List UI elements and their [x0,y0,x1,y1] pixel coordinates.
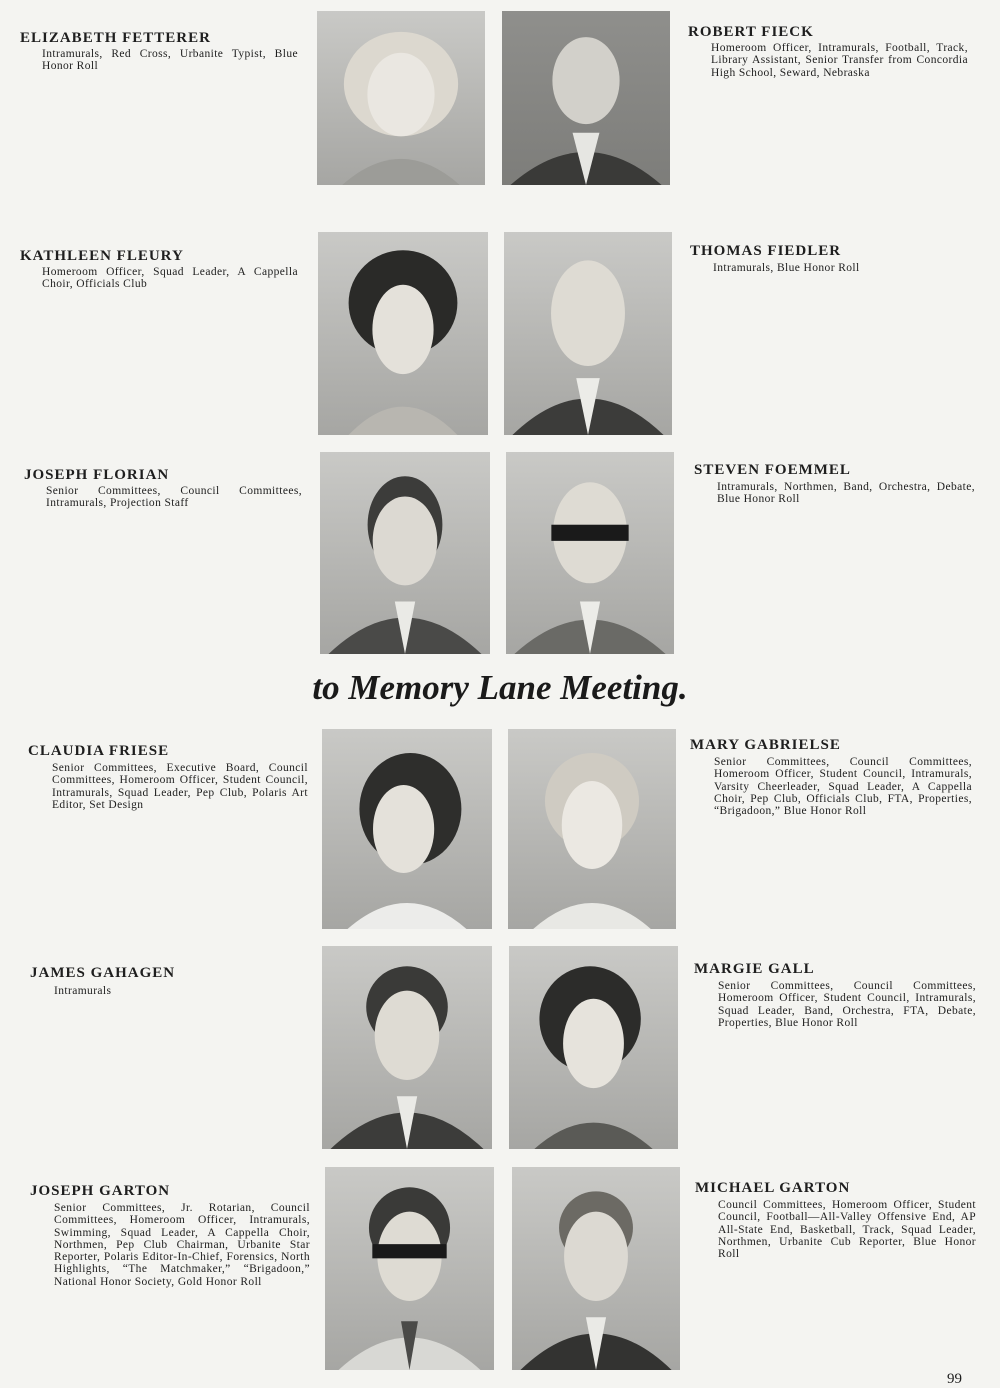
student-activities: Senior Committees, Council Committees, Homeroom Officer, Student Council, Intramurals, Varsity Cheerleader, Squad Leader, A Cappella Choir, Pep Club, Officials Club, FTA, Properties, “Brigadoon,” Blue Honor Roll [714,756,972,818]
student-name: KATHLEEN FLEURY [20,248,184,264]
student-name: MARY GABRIELSE [690,737,841,753]
student-portrait [502,11,670,185]
student-portrait [512,1167,680,1370]
student-activities: Senior Committees, Council Committees, Intramurals, Projection Staff [46,485,302,510]
student-portrait [325,1167,494,1370]
student-portrait [320,452,490,654]
student-activities: Senior Committees, Council Committees, Homeroom Officer, Student Council, Intramurals, Squad Leader, Band, Orchestra, FTA, Debate, Properties, Blue Honor Roll [718,980,976,1029]
page-number: 99 [947,1371,962,1387]
student-activities: Homeroom Officer, Squad Leader, A Cappella Choir, Officials Club [42,266,298,291]
student-name: STEVEN FOEMMEL [694,462,851,478]
student-name: MARGIE GALL [694,961,815,977]
student-portrait [317,11,485,185]
student-name: ELIZABETH FETTERER [20,30,211,46]
student-activities: Intramurals, Northmen, Band, Orchestra, Debate, Blue Honor Roll [717,481,975,506]
student-portrait [508,729,676,929]
student-portrait [318,232,488,435]
student-name: ROBERT FIECK [688,24,814,40]
student-name: CLAUDIA FRIESE [28,743,170,759]
student-portrait [509,946,678,1149]
student-name: MICHAEL GARTON [695,1180,851,1196]
section-headline: to Memory Lane Meeting. [312,668,688,707]
student-activities: Senior Committees, Jr. Rotarian, Council Committees, Homeroom Officer, Intramurals, Swimming, Squad Leader, A Cappella Choir, Northmen, Pep Club Chairman, Urbanite Star Reporter, Polaris Editor-In-Chief, Forensics, North Highlights, “The Matchmaker,” “Brigadoon,” National Honor Society, Gold Honor Roll [54,1202,310,1288]
student-activities: Intramurals, Red Cross, Urbanite Typist, Blue Honor Roll [42,48,298,73]
student-portrait [504,232,672,435]
student-activities: Homeroom Officer, Intramurals, Football, Track, Library Assistant, Senior Transfer from Concordia High School, Seward, Nebraska [711,42,968,79]
student-activities: Council Committees, Homeroom Officer, Student Council, Football—All-Valley Offensive End, AP All-State End, Basketball, Track, Squad Leader, Northmen, Urbanite Cub Reporter, Blue Honor Roll [718,1199,976,1261]
student-portrait [322,946,492,1149]
student-name: THOMAS FIEDLER [690,243,842,259]
student-portrait [506,452,674,654]
student-name: JOSEPH GARTON [30,1183,171,1199]
student-portrait [322,729,492,929]
student-name: JOSEPH FLORIAN [24,467,170,483]
student-activities: Intramurals [54,985,112,997]
student-activities: Senior Committees, Executive Board, Council Committees, Homeroom Officer, Student Council, Intramurals, Squad Leader, Pep Club, Polaris Art Editor, Set Design [52,762,308,811]
student-name: JAMES GAHAGEN [30,965,176,981]
student-activities: Intramurals, Blue Honor Roll [713,262,860,274]
